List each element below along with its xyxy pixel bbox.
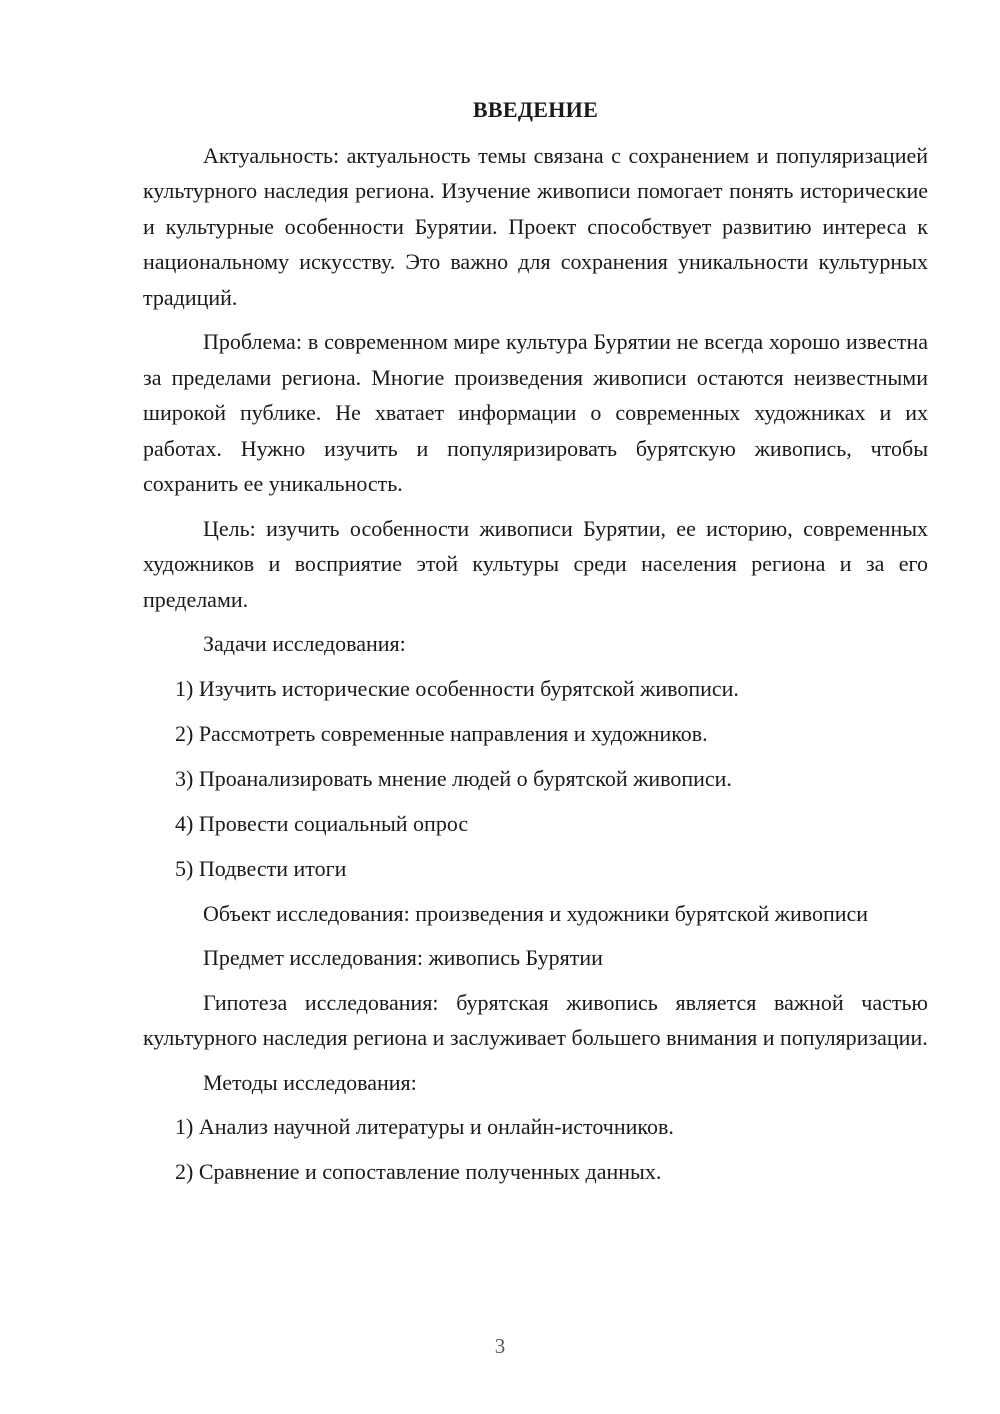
page-number: 3 <box>494 1334 506 1358</box>
methods-heading: Методы исследования: <box>203 1069 417 1095</box>
tasks-heading: Задачи исследования: <box>203 631 406 656</box>
list-item: 1) Изучить исторические особенности бурятской живописи. <box>175 675 739 701</box>
section-title: ВВЕДЕНИЕ <box>472 97 599 122</box>
problem-paragraph: Проблема: в современном мире культура Бурятии не всегда хорошо известна за пределами региона. Многие произведения живописи остаются неизвестными широкой публике. Не хватает информации о современных художниках и их работах. Нужно изучить и популяризировать бурятскую живопись, чтобы сохранить ее уникальность. <box>143 329 928 496</box>
subject-paragraph: Предмет исследования: живопись Бурятии <box>203 945 603 970</box>
relevance-paragraph: Актуальность: актуальность темы связана с сохранением и популяризацией культурного наследия региона. Изучение живописи помогает понять исторические и культурные особенности Бурятии. Проект способствует развитию интереса к национальному искусству. Это важно для сохранения уникальности культурных традиций. <box>143 142 928 310</box>
list-item: 3) Проанализировать мнение людей о бурятской живописи. <box>175 765 732 791</box>
list-item: 2) Сравнение и сопоставление полученных данных. <box>175 1159 662 1184</box>
list-item: 1) Анализ научной литературы и онлайн-источников. <box>175 1114 674 1139</box>
document-page <box>143 92 928 1199</box>
methods-list <box>143 1109 928 1190</box>
hypothesis-paragraph: Гипотеза исследования: бурятская живопись является важной частью культурного наследия региона и заслуживает большего внимания и популяризации. <box>143 989 928 1050</box>
list-item: 2) Рассмотреть современные направления и художников. <box>175 720 708 746</box>
object-paragraph: Объект исследования: произведения и художники бурятской живописи <box>203 900 869 926</box>
list-item: 5) Подвести итоги <box>175 855 347 881</box>
tasks-list <box>143 671 928 887</box>
list-item: 4) Провести социальный опрос <box>175 810 469 836</box>
goal-paragraph: Цель: изучить особенности живописи Бурятии, ее историю, современных художников и восприятие этой культуры среди населения региона и за его пределами. <box>143 515 928 612</box>
